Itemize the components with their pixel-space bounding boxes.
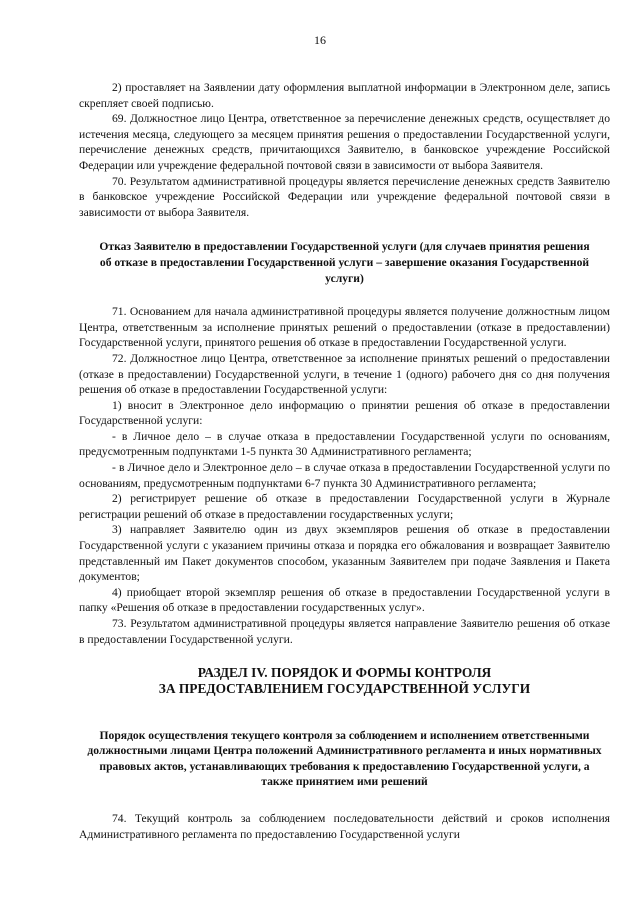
- section-iv-title-line2: ЗА ПРЕДОСТАВЛЕНИЕМ ГОСУДАРСТВЕННОЙ УСЛУГИ: [158, 681, 531, 697]
- document-body: [79, 80, 610, 842]
- paragraph-72-4: 4) приобщает второй экземпляр решения об отказе в предоставлении Государственной услуги в папку «Решения об отказе в предоставлении государственных услуг».: [79, 585, 610, 615]
- paragraph-71: 71. Основанием для начала административной процедуры является получение должностным лицом Центра, ответственным за исполнение принятых решений о предоставлении (отказе в предоставлении) Государственной услуги, принятого решения об отказе в предоставлении Государственной услуги.: [79, 305, 610, 350]
- heading-current-control: Порядок осуществления текущего контроля за соблюдением и исполнением ответственными должностными лицами Центра положений Административного регламента и иных нормативных правовых актов, устанавливающих требования к предоставлению Государственной услуги, а также принятием ими решений: [87, 728, 602, 789]
- paragraph-70: 70. Результатом административной процедуры является перечисление денежных средств Заявителю в банковское учреждение Российской Федерации или учреждение федеральной почтовой связи в зависимости от выбора Заявителя.: [79, 174, 610, 219]
- page-number: 16: [314, 33, 326, 47]
- paragraph-72: 72. Должностное лицо Центра, ответственное за исполнение принятых решений о предоставлении (отказе в предоставлении) Государственной услуги, в течение 1 (одного) рабочего дня со дня получения решения об отказе в предоставлении Государственной услуги:: [79, 351, 610, 397]
- paragraph-72-1-a: - в Личное дело – в случае отказа в предоставлении Государственной услуги по основаниям, предусмотренным подпунктами 1-5 пункта 30 Административного регламента;: [79, 429, 610, 459]
- paragraph-73: 73. Результатом административной процедуры является направление Заявителю решения об отказе в предоставлении Государственной услуги.: [79, 617, 610, 646]
- paragraph-72-1-b: - в Личное дело и Электронное дело – в случае отказа в предоставлении Государственной услуги по основаниям, предусмотренным подпунктами 6-7 пункта 30 Административного регламента;: [79, 461, 610, 490]
- heading-refusal: Отказ Заявителю в предоставлении Государственной услуги (для случаев принятия решения об отказе в предоставлении Государственной услуги – завершение оказания Государственной услуги): [99, 240, 590, 285]
- section-iv-title-line1: РАЗДЕЛ IV. ПОРЯДОК И ФОРМЫ КОНТРОЛЯ: [197, 665, 492, 681]
- paragraph-72-1: 1) вносит в Электронное дело информацию о принятии решения об отказе в предоставлении Государственной услуги:: [79, 398, 610, 428]
- paragraph-72-3: 3) направляет Заявителю один из двух экземпляров решения об отказе в предоставлении Государственной услуги с указанием причины отказа и порядка его обжалования и возвращает Заявителю представленный им Пакет документов способом, указанным Заявителем при подаче Заявления и Пакета документов;: [79, 523, 610, 584]
- paragraph-68-2: 2) проставляет на Заявлении дату оформления выплатной информации в Электронном деле, запись скрепляет своей подписью.: [79, 81, 610, 110]
- paragraph-69: 69. Должностное лицо Центра, ответственное за перечисление денежных средств, осуществляет до истечения месяца, следующего за месяцем принятия решения о предоставлении Государственной услуги, перечисление денежных средств, причитающихся Заявителю, в банковское учреждение Российской Федерации или учреждение федеральной почтовой связи в зависимости от выбора Заявителя.: [79, 112, 610, 172]
- paragraph-74: 74. Текущий контроль за соблюдением последовательности действий и сроков исполнения Административного регламента по предоставлению Государственной услуги: [79, 811, 610, 841]
- paragraph-72-2: 2) регистрирует решение об отказе в предоставлении Государственной услуги в Журнале регистрации решений об отказе в предоставлении государственных услуги;: [79, 492, 610, 521]
